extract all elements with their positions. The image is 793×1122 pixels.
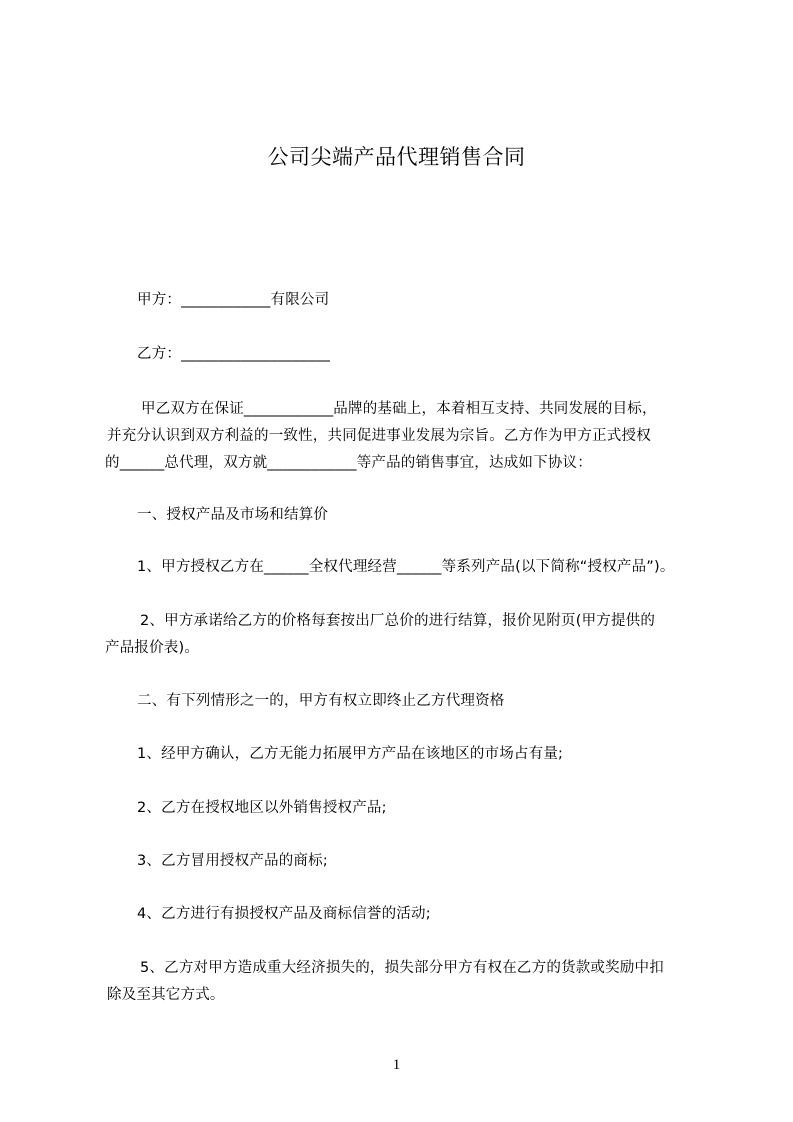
- section-2-item-3: 3、乙方冒用授权产品的商标;: [137, 853, 328, 869]
- section-1-item-2-line-2: 产品报价表)。: [105, 640, 200, 656]
- preamble-line-3: 的______总代理，双方就____________等产品的销售事宜，达成如下协议：: [105, 455, 592, 471]
- section-1-heading: 一、授权产品及市场和结算价: [137, 507, 329, 523]
- document-title: 公司尖端产品代理销售合同: [267, 145, 526, 169]
- party-b-line: 乙方：____________________: [137, 346, 331, 362]
- section-2-item-5-line-2: 除及至其它方式。: [107, 987, 225, 1003]
- section-1-item-1: 1、甲方授权乙方在______全权代理经营______等系列产品(以下简称“授权产品”)。: [137, 559, 675, 575]
- page-number: 1: [392, 1057, 401, 1073]
- section-2-item-5-line-1: 5、乙方对甲方造成重大经济损失的，损失部分甲方有权在乙方的货款或奖励中扣: [140, 960, 664, 976]
- section-2-item-2: 2、乙方在授权地区以外销售授权产品;: [137, 800, 387, 816]
- section-2-item-1: 1、经甲方确认，乙方无能力拓展甲方产品在该地区的市场占有量;: [137, 746, 564, 762]
- preamble-line-2: 并充分认识到双方利益的一致性，共同促进事业发展为宗旨。乙方作为甲方正式授权: [107, 428, 651, 444]
- section-1-item-2-line-1: 2、甲方承诺给乙方的价格每套按出厂总价的进行结算，报价见附页(甲方提供的: [140, 613, 656, 629]
- preamble-line-1: 甲乙双方在保证____________品牌的基础上，本着相互支持、共同发展的目标，: [141, 401, 657, 417]
- section-2-item-4: 4、乙方进行有损授权产品及商标信誉的活动;: [137, 906, 431, 922]
- party-a-line: 甲方：____________有限公司: [137, 292, 330, 308]
- section-2-heading: 二、有下列情形之一的，甲方有权立即终止乙方代理资格: [137, 693, 505, 709]
